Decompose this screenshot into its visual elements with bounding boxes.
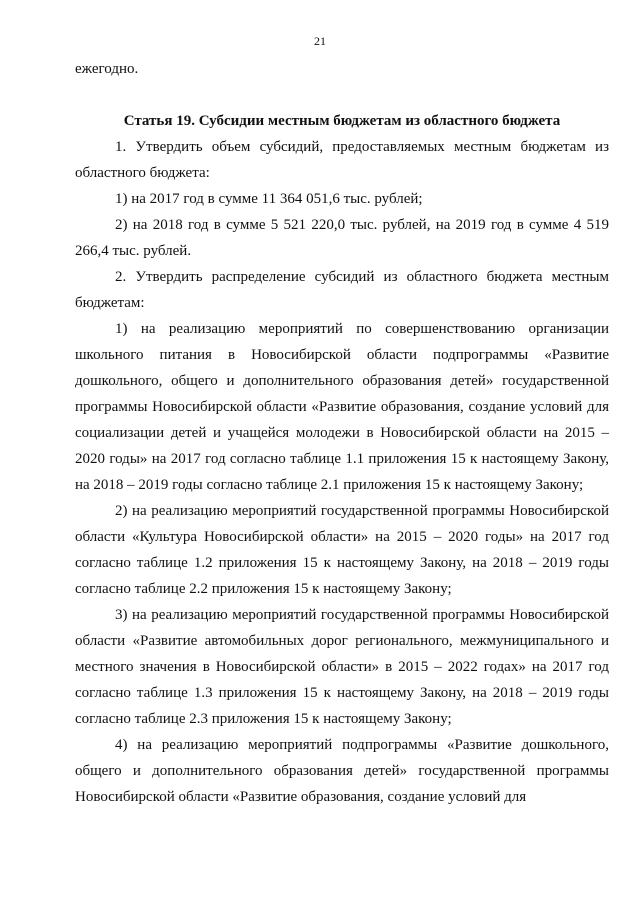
paragraph-1-item-1: 1) на 2017 год в сумме 11 364 051,6 тыс. рублей;: [115, 191, 423, 207]
page-number: 21: [314, 34, 326, 48]
paragraph-2: 2. Утвердить распределение субсидий из областного бюджета местным бюджетам:: [75, 269, 609, 311]
paragraph-2-item-1: 1) на реализацию мероприятий по совершенствованию организации школьного питания в Новосибирской области подпрограммы «Развитие дошкольного, общего и дополнительного образования детей» государственной программы Новосибирской области «Развитие образования, создание условий для социализации детей и учащейся молодежи в Новосибирской области на 2015 – 2020 годы» на 2017 год согласно таблице 1.1 приложения 15 к настоящему Закону, на 2018 – 2019 годы согласно таблице 2.1 приложения 15 к настоящему Закону;: [75, 321, 609, 493]
paragraph-continuation: ежегодно.: [75, 61, 139, 77]
paragraph-2-item-4: 4) на реализацию мероприятий подпрограммы «Развитие дошкольного, общего и дополнительного образования детей» государственной программы Новосибирской области «Развитие образования, создание условий для: [75, 737, 609, 805]
paragraph-1-item-2: 2) на 2018 год в сумме 5 521 220,0 тыс. рублей, на 2019 год в сумме 4 519 266,4 тыс. рублей.: [75, 217, 609, 259]
document-body: [75, 56, 609, 810]
article-heading: Статья 19. Субсидии местным бюджетам из областного бюджета: [123, 113, 561, 129]
paragraph-1: 1. Утвердить объем субсидий, предоставляемых местным бюджетам из областного бюджета:: [75, 139, 609, 181]
paragraph-2-item-3: 3) на реализацию мероприятий государственной программы Новосибирской области «Развитие автомобильных дорог регионального, межмуниципального и местного значения в Новосибирской области» в 2015 – 2022 годах» на 2017 год согласно таблице 1.3 приложения 15 к настоящему Закону, на 2018 – 2019 годы согласно таблице 2.3 приложения 15 к настоящему Закону;: [75, 607, 609, 727]
paragraph-2-item-2: 2) на реализацию мероприятий государственной программы Новосибирской области «Культура Новосибирской области» на 2015 – 2020 годы» на 2017 год согласно таблице 1.2 приложения 15 к настоящему Закону, на 2018 – 2019 годы согласно таблице 2.2 приложения 15 к настоящему Закону;: [75, 503, 609, 597]
